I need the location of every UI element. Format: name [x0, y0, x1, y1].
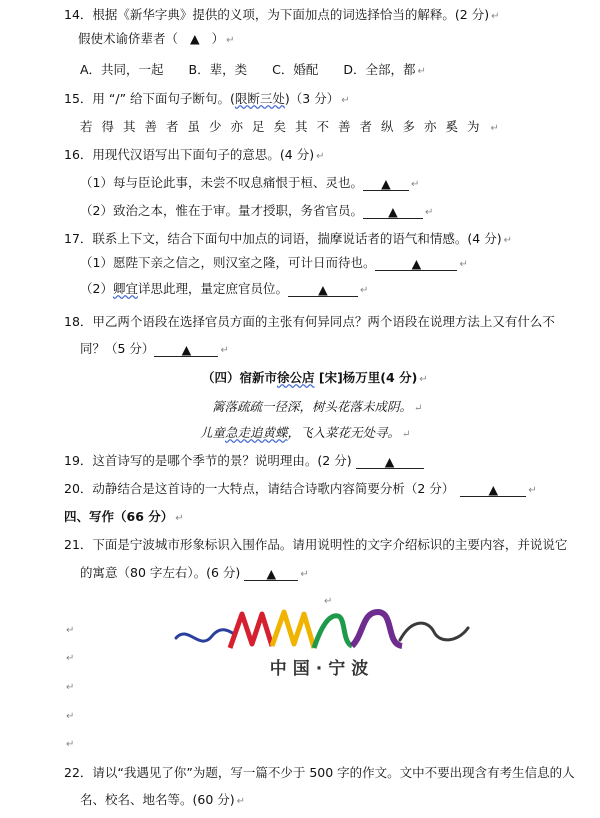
q18-line2: 同？（5 分） ▲ ↵	[80, 341, 229, 357]
answer-blank: ▲	[154, 344, 218, 357]
paragraph-mark: ↵	[66, 682, 75, 693]
paragraph-mark: ↵	[66, 625, 75, 636]
paragraph-mark: ↵	[66, 739, 75, 750]
q19-stem: 19．这首诗写的是哪个季节的景？说明理由。(2 分) ▲	[64, 453, 424, 469]
q16-s2: （2）致治之本，惟在于审。量才授职，务省官员。 ▲ ↵	[80, 203, 434, 219]
q15-stem: 15．用 “/” 给下面句子断句。(限断三处)（3 分） ↵	[64, 91, 350, 106]
answer-blank: ▲	[288, 284, 358, 297]
answer-blank: ▲	[244, 568, 298, 581]
q18-line1: 18．甲乙两个语段在选择官员方面的主张有何异同点？两个语段在说理方法上又有什么不	[64, 314, 555, 329]
q22-line2: 名、校名、地名等。(60 分) ↵	[80, 792, 246, 807]
paragraph-mark: ↵	[66, 653, 75, 664]
logo-ribbon-graphic	[172, 604, 472, 656]
blank-marker: ▲	[190, 31, 200, 46]
q14-sentence: 假使术谕侪辈者（ ▲ ） ↵	[78, 31, 235, 46]
answer-blank: ▲	[363, 206, 423, 219]
poem-line-2: 儿童急走追黄蝶，飞入菜花无处寻。 ↵	[200, 425, 411, 440]
answer-blank: ▲	[375, 258, 457, 271]
q14-options: A．共同，一起 B．辈，类 C．婚配 D．全部，都 ↵	[80, 62, 426, 77]
q16-s1: （1）每与臣论此事，未尝不叹息痛恨于桓、灵也。 ▲ ↵	[80, 175, 420, 191]
paragraph-mark: ↵	[324, 596, 333, 607]
answer-blank: ▲	[356, 456, 424, 469]
q21-line2: 的寓意（80 字左右）。(6 分) ▲ ↵	[80, 565, 309, 581]
q17-s1: （1）愿陛下亲之信之，则汉室之隆，可计日而待也。 ▲ ↵	[80, 255, 468, 271]
q16-stem: 16．用现代汉语写出下面句子的意思。(4 分) ↵	[64, 147, 325, 162]
q15-sentence: 若得其善者虽少亦足矣其不善者纵多亦奚为 ↵	[80, 119, 499, 134]
q14-stem: 14．根据《新华字典》提供的义项，为下面加点的词选择恰当的解释。(2 分) ↵	[64, 7, 500, 22]
paragraph-mark: ↵	[66, 711, 75, 722]
q17-stem: 17．联系上下文，结合下面句中加点的词语，揣摩说话者的语气和情感。(4 分) ↵	[64, 231, 512, 246]
poem-line-1: 篱落疏疏一径深，树头花落未成阴。 ↵	[212, 399, 423, 414]
ningbo-city-logo	[172, 604, 472, 679]
q20-stem: 20．动静结合是这首诗的一大特点，请结合诗歌内容简要分析（2 分） ▲ ↵	[64, 481, 537, 497]
q21-line1: 21．下面是宁波城市形象标识入围作品。请用说明性的文字介绍标识的主要内容，并说说它	[64, 537, 568, 552]
answer-blank: ▲	[363, 178, 409, 191]
logo-caption: 中国·宁波	[269, 659, 375, 679]
section-4-title: 四、写作（66 分） ↵	[64, 509, 184, 524]
answer-blank: ▲	[460, 484, 526, 497]
q17-s2: （2）卿宜详思此理，量定庶官员位。 ▲ ↵	[80, 281, 369, 297]
poem-heading: （四）宿新市徐公店 [宋]杨万里(4 分) ↵	[202, 370, 428, 385]
q22-line1: 22．请以“我遇见了你”为题，写一篇不少于 500 字的作文。文中不要出现含有考生信息的人	[64, 765, 575, 780]
